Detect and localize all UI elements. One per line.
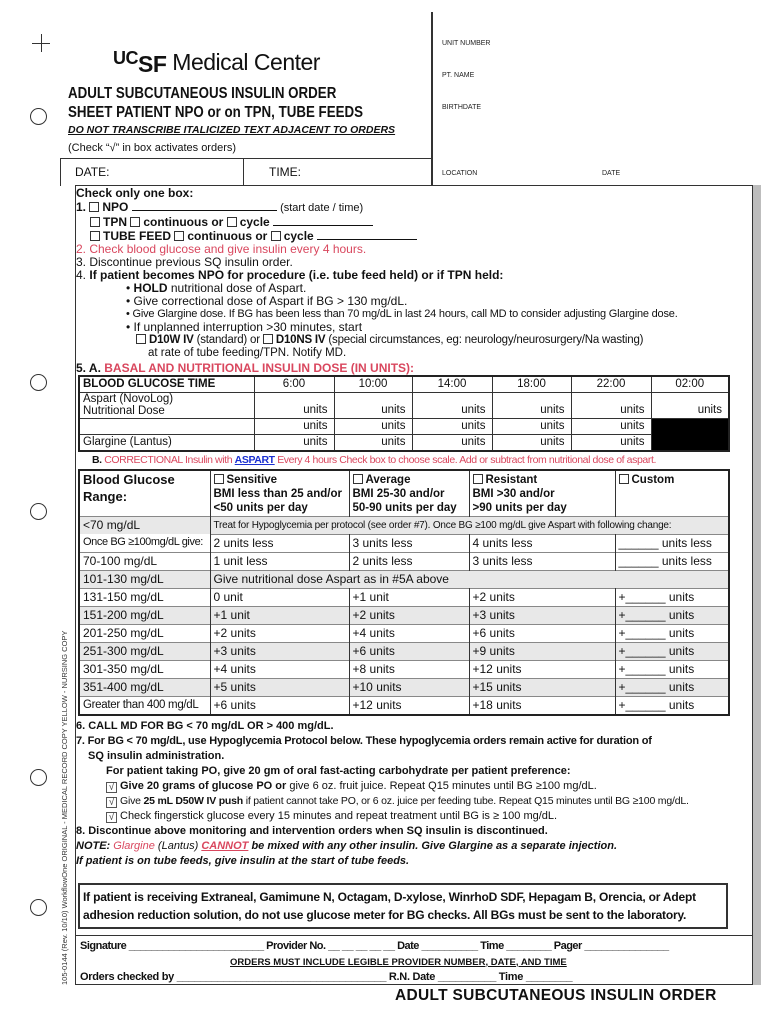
d10w-checkbox[interactable]	[136, 334, 146, 344]
orders-6-8: 6. CALL MD FOR BG < 70 mg/dL OR > 400 mg/dL. 7. For BG < 70 mg/dL, use Hypoglycemia Protocol below. These hypoglycemia orders remain active for duration of SQ insulin administration. For patient taking PO, give 20 gm of oral fast-acting carbohydrate per patient preference: √ Give 20 grams of glucose PO or give 6 oz. fruit juice. Repeat Q15 minutes until BG ≥100 mg/dL. √ Give 25 mL D50W IV push if patient cannot take PO, or 6 oz. juice per feeding tube. Repeat Q15 minutes until BG ≥100 mg/dL. √ Check fingerstick glucose every 15 minutes and repeat treatment until BG is ≥ 100 mg/dL. 8. Discontinue above monitoring and intervention orders when SQ insulin is discontinued. NOTE: Glargine (Lantus) CANNOT be mixed with any other insulin. Give Glargine as a separate injection. If patient is on tube feeds, give insulin at the start of tube feeds.	[76, 719, 689, 867]
basal-dose-table: BLOOD GLUCOSE TIME 6:00 10:00 14:00 18:00 22:00 02:00 Aspart (NovoLog) Nutritional Dose units units units units units units units units units units units Glargine (Lantus) units units units units units	[78, 375, 730, 452]
punch-hole	[30, 899, 47, 916]
side-copy-text: 105-0144 (Rev. 10/10) WorkflowOne ORIGINAL - MEDICAL RECORD COPY YELLOW - NURSING COPY	[60, 630, 69, 985]
date-label: DATE:	[75, 165, 110, 179]
tube-cycle-checkbox[interactable]	[271, 231, 281, 241]
birthdate-label: BIRTHDATE	[442, 104, 482, 111]
orders-must-include: ORDERS MUST INCLUDE LEGIBLE PROVIDER NUMBER, DATE, AND TIME	[230, 956, 567, 968]
logo: $^{UC}$SF Medical Center	[113, 48, 320, 77]
tpn-checkbox[interactable]	[90, 217, 100, 227]
tube-continuous-checkbox[interactable]	[174, 231, 184, 241]
tpn-continuous-checkbox[interactable]	[130, 217, 140, 227]
divider	[76, 935, 753, 936]
scale-sensitive[interactable]: Sensitive BMI less than 25 and/or <50 units per day	[210, 470, 349, 516]
aspart-dose-18[interactable]: units	[492, 393, 571, 419]
form-title: ADULT SUBCUTANEOUS INSULIN ORDER SHEET PATIENT NPO or on TPN, TUBE FEEDS	[68, 85, 364, 121]
correctional-scale-table: Blood Glucose Range: Sensitive BMI less than 25 and/or <50 units per day Average BMI 25-30 and/or 50-90 units per day Resistant BMI >30 and/or >90 units per day Custom <70 mg/dL Treat for Hypoglycemia per protocol (see order #7). Once BG ≥100 mg/dL give Aspart with following change: Once BG ≥100mg/dL give: 2 units less 3 units less 4 units less ______ units less 70-100 mg/dL 1 unit less 2 units less 3 units less ______ units less 101-130 mg/dL Give nutritional dose Aspart as in #5A above 131-150 mg/dL 0 unit +1 unit +2 units +______ units 151-200 mg/dL +1 unit +2 units +3 units +______ units 201-250 mg/dL +2 units +4 units +6 units +______ units 251-300 mg/dL +3 units +6 units +9 units +______ units 301-350 mg/dL +4 units +8 units +12 units +______ units 351-400 mg/dL +5 units +10 units +15 units +______ units Greater than 400 mg/dL +6 units +12 units +18 units +______ units	[78, 469, 730, 716]
aspart-dose-22[interactable]: units	[571, 393, 651, 419]
glargine-dose-14[interactable]: units	[412, 435, 492, 452]
extra-dose-10[interactable]: units	[334, 419, 412, 435]
footer-title: ADULT SUBCUTANEOUS INSULIN ORDER	[395, 987, 717, 1004]
signature-line[interactable]: Signature ________________________ Provider No. __ __ __ __ __ Date __________ Time ________ Pager _______________	[80, 939, 669, 952]
d50w-checkbox[interactable]: √	[106, 797, 117, 808]
extra-dose-14[interactable]: units	[412, 419, 492, 435]
glargine-dose-10[interactable]: units	[334, 435, 412, 452]
scale-resistant[interactable]: Resistant BMI >30 and/or >90 units per day	[469, 470, 615, 516]
location-label: LOCATION	[442, 170, 478, 177]
registration-mark	[41, 34, 42, 52]
aspart-dose-14[interactable]: units	[412, 393, 492, 419]
order-3: 3. Discontinue previous SQ insulin order.	[76, 255, 293, 269]
patient-date-label: DATE	[602, 170, 621, 177]
glucose-meter-warning: If patient is receiving Extraneal, Gamimune N, Octagam, D-xylose, WinrhoD SDF, Hepagam B, Orencia, or Adept adhesion reduction solution, do not use glucose meter for BG checks. All BGs must be sent to the laboratory.	[78, 883, 728, 929]
order-4: 4. If patient becomes NPO for procedure (i.e. tube feed held) or if TPN held:	[76, 268, 504, 282]
extra-dose-6[interactable]: units	[254, 419, 334, 435]
orders-checked-line[interactable]: Orders checked by ____________________________________ R.N. Date __________ Time ________	[80, 970, 573, 983]
npo-checkbox[interactable]	[89, 202, 99, 212]
check-note: (Check “√” in box activates orders)	[68, 142, 237, 154]
date-time-box	[60, 158, 432, 186]
order-body	[76, 187, 752, 984]
extra-dose-18[interactable]: units	[492, 419, 571, 435]
aspart-dose-10[interactable]: units	[334, 393, 412, 419]
pt-name-label: PT. NAME	[442, 72, 475, 79]
glargine-dose-22[interactable]: units	[571, 435, 651, 452]
scale-average[interactable]: Average BMI 25-30 and/or 50-90 units per day	[349, 470, 469, 516]
extra-dose-22[interactable]: units	[571, 419, 651, 435]
punch-hole	[30, 108, 47, 125]
tpn-cycle-checkbox[interactable]	[227, 217, 237, 227]
punch-hole	[30, 769, 47, 786]
orders-section: Check only one box: 1. NPO (start date / time) TPN continuous or cycle TUBE FEED continuous or cycle 2. Check blood glucose and give insulin every 4 hours. 3. Discontinue previous SQ insulin order. 4. If patient becomes NPO for procedure (i.e. tube feed held) or if TPN held: • HOLD nutritional dose of Aspart. • Give correctional dose of Aspart if BG > 130 mg/dL. • Give Glargine dose. If BG has been less than 70 mg/dL in last 24 hours, call MD to consider adjusting Glargine dose. • If unplanned interruption >30 minutes, start D10W IV (standard) or D10NS IV (special circumstances, eg: neurology/neurosurgery/Na wasting) at rate of tube feeding/TPN. Notify MD. 5. A. BASAL AND NUTRITIONAL INSULIN DOSE (IN UNITS):	[76, 187, 752, 375]
npo-start-field[interactable]	[132, 200, 277, 211]
check-one-label: Check only one box:	[76, 186, 194, 200]
d10ns-checkbox[interactable]	[263, 334, 273, 344]
side-strip	[753, 185, 761, 985]
aspart-dose-02[interactable]: units	[651, 393, 729, 419]
tpn-cycle-field[interactable]	[273, 215, 373, 226]
aspart-dose-6[interactable]: units	[254, 393, 334, 419]
scale-custom[interactable]: Custom	[615, 470, 729, 516]
fingerstick-checkbox[interactable]: √	[106, 812, 117, 823]
glucose-po-checkbox[interactable]: √	[106, 782, 117, 793]
punch-hole	[30, 503, 47, 520]
glargine-dose-18[interactable]: units	[492, 435, 571, 452]
time-label: TIME:	[269, 165, 301, 179]
glargine-dose-6[interactable]: units	[254, 435, 334, 452]
tube-cycle-field[interactable]	[317, 229, 417, 240]
correctional-heading: B. CORRECTIONAL Insulin with ASPART Every 4 hours Check box to choose scale. Add or subtract from nutritional dose of aspart.	[92, 454, 656, 466]
punch-hole	[30, 374, 47, 391]
order-2: 2. Check blood glucose and give insulin every 4 hours.	[76, 242, 367, 256]
transcribe-note: DO NOT TRANSCRIBE ITALICIZED TEXT ADJACENT TO ORDERS	[68, 124, 396, 136]
unit-number-label: UNIT NUMBER	[442, 40, 491, 47]
tube-feed-checkbox[interactable]	[90, 231, 100, 241]
